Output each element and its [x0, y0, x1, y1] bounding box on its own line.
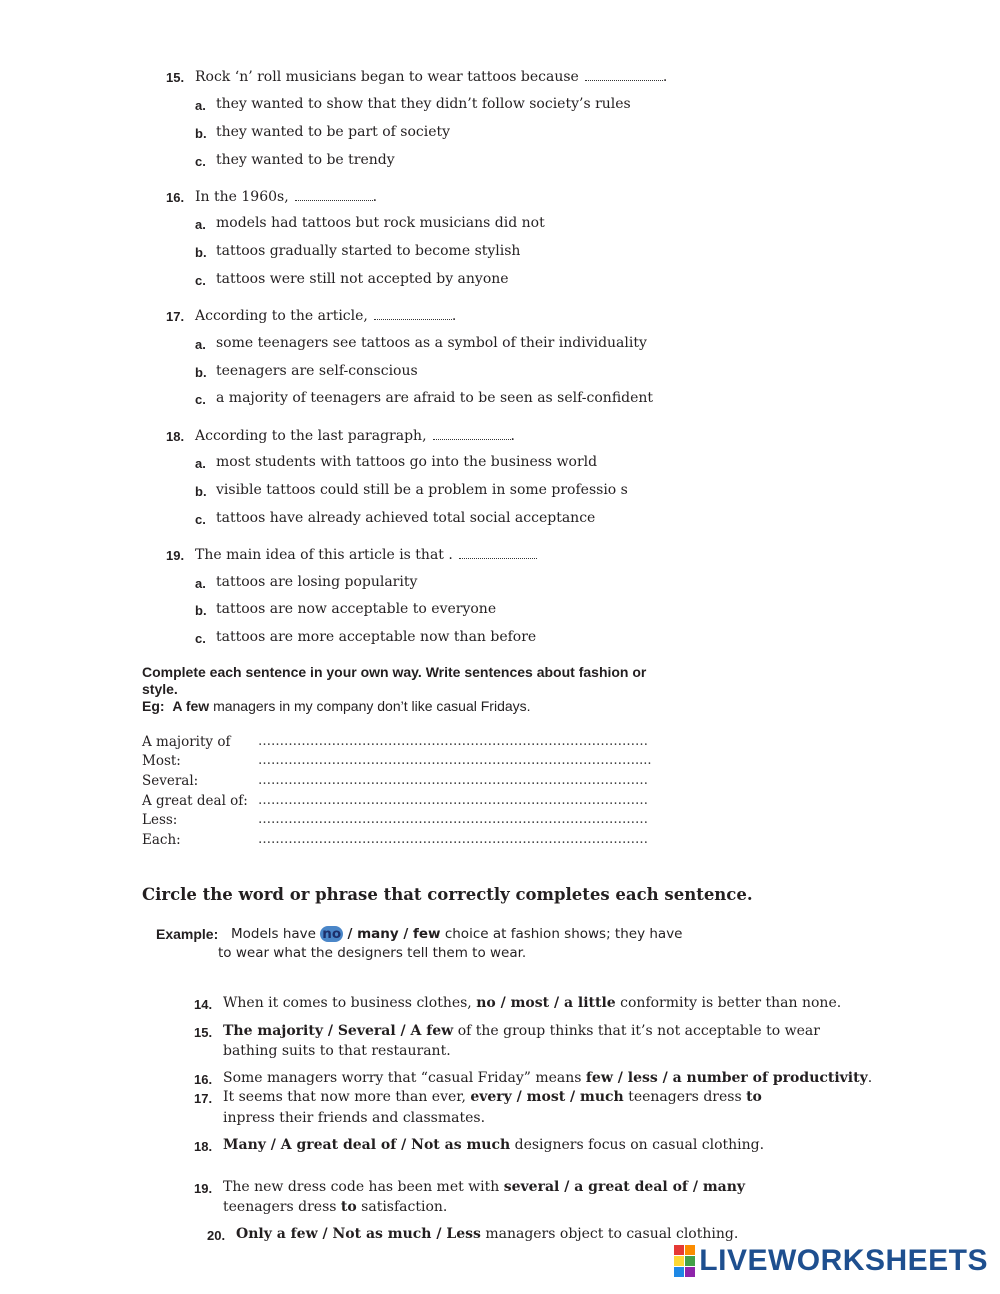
item-sentence-line-2: teenagers dress to satisfaction.: [223, 1199, 448, 1215]
item-number: 20.: [207, 1228, 226, 1243]
answer-line[interactable]: ………………………………………………………………………………: [258, 793, 648, 808]
option-letter: c.: [195, 392, 206, 407]
option-letter: b.: [195, 603, 207, 618]
item-number: 18.: [194, 1139, 213, 1154]
item-sentence: The majority / Several / A few of the group thinks that it’s not acceptable to wear: [223, 1023, 820, 1039]
question-stem: According to the article, .: [195, 308, 457, 324]
choice-group[interactable]: no / most / a little: [476, 995, 616, 1011]
answer-blank[interactable]: [295, 188, 373, 201]
answer-blank[interactable]: [374, 307, 452, 320]
prompt-label: A majority of: [142, 734, 231, 750]
option-letter: c.: [195, 512, 206, 527]
answer-line[interactable]: ……………………………………………………………………………....: [258, 753, 652, 768]
choice-group[interactable]: Many / A great deal of / Not as much: [223, 1137, 511, 1153]
option-letter: a.: [195, 98, 206, 113]
example-line-1: Models have no / many / few choice at fashion shows; they have: [231, 926, 683, 942]
prompt-label: A great deal of:: [142, 793, 248, 809]
option-text[interactable]: tattoos are losing popularity: [216, 574, 418, 590]
choice-group[interactable]: several / a great deal of / many: [503, 1179, 746, 1195]
question-number: 19.: [166, 548, 185, 563]
item-sentence: It seems that now more than ever, every / most / much teenagers dress to: [223, 1089, 762, 1105]
option-text[interactable]: visible tattoos could still be a problem in some professio s: [216, 482, 628, 498]
choice-group[interactable]: The majority / Several / A few: [223, 1023, 454, 1039]
item-sentence-line-2: inpress their friends and classmates.: [223, 1110, 486, 1126]
option-text[interactable]: models had tattoos but rock musicians did not: [216, 215, 545, 231]
instruction-line-1: Complete each sentence in your own way. Write sentences about fashion or: [142, 664, 647, 680]
prompt-label: Less:: [142, 812, 178, 828]
question-stem: According to the last paragraph, .: [195, 428, 515, 444]
option-letter: a.: [195, 337, 206, 352]
option-text[interactable]: teenagers are self-conscious: [216, 363, 418, 379]
answer-blank[interactable]: [433, 427, 511, 440]
question-stem: In the 1960s, .: [195, 189, 378, 205]
item-sentence: Only a few / Not as much / Less managers object to casual clothing.: [236, 1226, 739, 1242]
option-text[interactable]: some teenagers see tattoos as a symbol of their individuality: [216, 335, 647, 351]
option-letter: b.: [195, 484, 207, 499]
option-text[interactable]: they wanted to be trendy: [216, 152, 395, 168]
prompt-label: Several:: [142, 773, 199, 789]
question-number: 17.: [166, 309, 185, 324]
logo-mark-icon: [674, 1245, 695, 1277]
example-sentence: Eg: A few managers in my company don’t like casual Fridays.: [142, 698, 531, 714]
answer-line[interactable]: ………………………………………………………………………………: [258, 812, 648, 827]
option-text[interactable]: tattoos are more acceptable now than before: [216, 629, 537, 645]
choice-group[interactable]: Only a few / Not as much / Less: [236, 1226, 481, 1242]
option-letter: b.: [195, 126, 207, 141]
option-text[interactable]: tattoos were still not accepted by anyone: [216, 271, 509, 287]
option-text[interactable]: tattoos are now acceptable to everyone: [216, 601, 497, 617]
option-letter: a.: [195, 456, 206, 471]
answer-blank[interactable]: [585, 68, 663, 81]
question-number: 18.: [166, 429, 185, 444]
option-text[interactable]: most students with tattoos go into the business world: [216, 454, 598, 470]
item-sentence: When it comes to business clothes, no / most / a little conformity is better than none.: [223, 995, 842, 1011]
option-text[interactable]: they wanted to show that they didn’t follow society’s rules: [216, 96, 631, 112]
option-letter: b.: [195, 365, 207, 380]
section-heading: Circle the word or phrase that correctly completes each sentence.: [142, 885, 753, 904]
liveworksheets-logo[interactable]: [674, 1244, 988, 1278]
answer-blank[interactable]: [459, 546, 537, 559]
choice-group[interactable]: few / less / a number of productivity: [585, 1070, 868, 1086]
item-sentence-line-2: bathing suits to that restaurant.: [223, 1043, 451, 1059]
instruction-line-2: style.: [142, 681, 178, 697]
item-number: 15.: [194, 1025, 213, 1040]
item-number: 16.: [194, 1072, 213, 1087]
question-stem: The main idea of this article is that .: [195, 546, 537, 563]
answer-line[interactable]: ………………………………………………………………………………: [258, 734, 648, 749]
item-sentence: Some managers worry that “casual Friday” means few / less / a number of productivity.: [223, 1070, 873, 1086]
option-text[interactable]: tattoos have already achieved total social acceptance: [216, 510, 596, 526]
option-letter: a.: [195, 576, 206, 591]
circled-answer: no: [322, 926, 342, 942]
answer-line[interactable]: ………………………………………………………………………………: [258, 832, 648, 847]
option-letter: b.: [195, 245, 207, 260]
item-number: 17.: [194, 1091, 213, 1106]
item-sentence: The new dress code has been met with several / a great deal of / many: [223, 1179, 746, 1195]
question-number: 15.: [166, 70, 185, 85]
choice-group[interactable]: every / most / much: [470, 1089, 624, 1105]
option-letter: a.: [195, 217, 206, 232]
option-text[interactable]: tattoos gradually started to become stylish: [216, 243, 521, 259]
prompt-label: Each:: [142, 832, 181, 848]
logo-text: LIVEWORKSHEETS: [699, 1244, 988, 1277]
option-letter: c.: [195, 273, 206, 288]
item-number: 19.: [194, 1181, 213, 1196]
option-letter: c.: [195, 154, 206, 169]
question-stem: Rock ‘n’ roll musicians began to wear tattoos because .: [195, 69, 668, 85]
option-text[interactable]: they wanted to be part of society: [216, 124, 451, 140]
option-text[interactable]: a majority of teenagers are afraid to be seen as self-confident: [216, 390, 654, 406]
prompt-label: Most:: [142, 753, 181, 769]
item-number: 14.: [194, 997, 213, 1012]
answer-line[interactable]: ………………………………………………………………………………: [258, 773, 648, 788]
question-number: 16.: [166, 190, 185, 205]
item-sentence: Many / A great deal of / Not as much designers focus on casual clothing.: [223, 1137, 765, 1153]
option-letter: c.: [195, 631, 206, 646]
example-label: Example:: [156, 926, 219, 942]
example-line-2: to wear what the designers tell them to wear.: [218, 945, 527, 961]
